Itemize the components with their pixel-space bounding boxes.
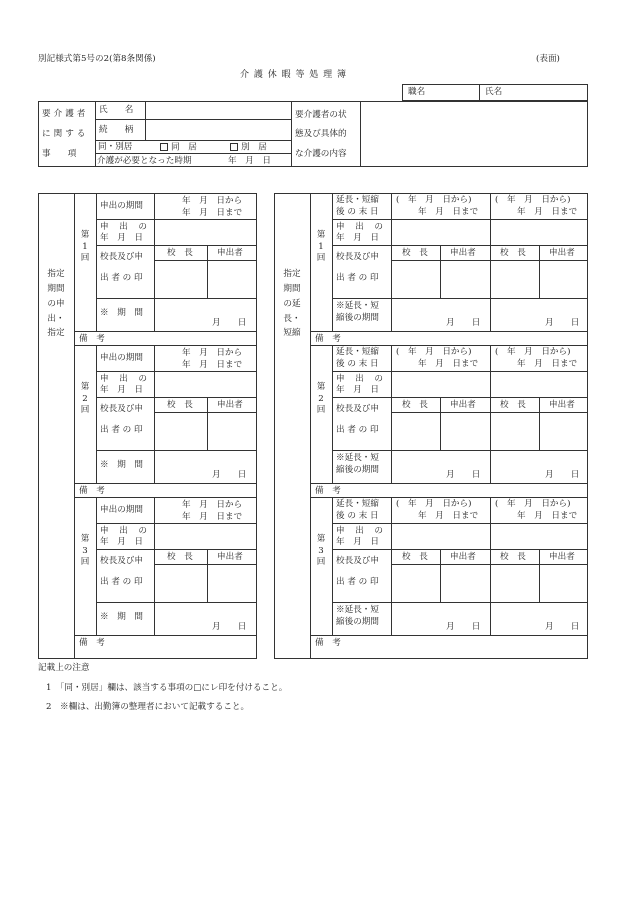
left-row-line [96, 371, 257, 372]
right-stamp-subline [391, 260, 588, 261]
care-group-label-1: 要介護者 [42, 109, 89, 119]
left-round-label-char: 第 [80, 230, 90, 240]
right-filing-label-2: 年 月 日 [336, 537, 379, 547]
right-row-line [332, 602, 588, 603]
left-principal-label: 校 長 [167, 400, 193, 410]
care-state-label-2: 態及び具体的 [295, 129, 347, 139]
left-remarks-line [74, 331, 257, 332]
right-round-label-char: 第 [316, 230, 326, 240]
right-stamp-divider-2 [539, 397, 540, 450]
left-round-label [76, 231, 94, 263]
left-round-label-char: 2 [82, 393, 88, 404]
name-label: 氏名 [485, 87, 503, 97]
right-md-label-2: 月 日 [545, 622, 580, 632]
left-md-label: 月 日 [212, 622, 247, 632]
left-stamp-subline [154, 260, 257, 261]
right-col-divider [490, 345, 491, 483]
left-round-label [76, 383, 94, 415]
right-block-separator [310, 345, 588, 346]
right-end-label-2: 後 の 末 日 [336, 207, 379, 217]
right-round-label [312, 383, 330, 415]
left-stamp-divider [207, 245, 208, 298]
left-round-label-char: 1 [82, 241, 88, 252]
page-title: 介 護 休 暇 等 処 理 簿 [240, 70, 348, 80]
right-label-divider [391, 345, 392, 483]
care-name-label: 氏 名 [99, 105, 134, 115]
right-filing-label-1: 申 出 の [336, 374, 384, 384]
left-round-divider [96, 193, 97, 331]
right-md-label-1: 月 日 [446, 470, 481, 480]
care-need-time-label: 介護が必要となった時期 [97, 156, 192, 166]
right-stamp-label-1: 校長及び申 [336, 404, 379, 414]
left-period-to: 年 月 日まで [182, 512, 243, 522]
right-col1-from: ( 年 月 日から) [396, 499, 472, 509]
right-stamp-divider-1 [440, 245, 441, 298]
right-col-divider [490, 193, 491, 331]
left-md-label: 月 日 [212, 318, 247, 328]
care-inner-divider [145, 101, 146, 140]
left-label-divider [154, 345, 155, 483]
right-end-label-1: 延長・短縮 [336, 499, 379, 509]
left-round-label-char: 回 [80, 253, 90, 264]
care-state-label-3: な介護の内容 [295, 149, 347, 159]
right-col1-to: 年 月 日まで [418, 511, 479, 521]
left-period-from: 年 月 日から [182, 196, 243, 206]
right-remarks-label: 備 考 [315, 638, 341, 648]
right-after-label-1: ※延長・短 [336, 453, 379, 463]
right-after-label-2: 縮後の期間 [336, 465, 379, 475]
right-principal-label-2: 校 長 [500, 248, 526, 258]
right-stamp-divider-2 [539, 549, 540, 602]
right-round-label-char: 回 [316, 557, 326, 568]
right-col1-from: ( 年 月 日から) [396, 347, 472, 357]
right-md-label-1: 月 日 [446, 622, 481, 632]
right-label-divider [391, 497, 392, 635]
notes-item-1: 1 「同・別居」欄は、該当する事項の□にレ印を付けること。 [46, 683, 288, 693]
care-need-time-format: 年 月 日 [228, 156, 271, 166]
left-period-to: 年 月 日まで [182, 208, 243, 218]
post-name-divider [479, 84, 480, 101]
right-applicant-label-1: 申出者 [450, 552, 476, 562]
right-principal-label-1: 校 長 [402, 400, 428, 410]
left-block-separator [74, 497, 257, 498]
right-col1-to: 年 月 日まで [418, 207, 479, 217]
form-label: 別記様式第5号の2(第8条関係) [38, 54, 156, 64]
right-remarks-label: 備 考 [315, 486, 341, 496]
right-col2-to: 年 月 日まで [517, 207, 578, 217]
right-after-label-2: 縮後の期間 [336, 617, 379, 627]
left-row-line [96, 549, 257, 550]
left-stamp-label-1: 校長及び申 [100, 404, 143, 414]
right-col1-from: ( 年 月 日から) [396, 195, 472, 205]
right-end-label-1: 延長・短縮 [336, 347, 379, 357]
care-row-divider-3 [95, 153, 291, 154]
right-stamp-divider-2 [539, 245, 540, 298]
left-applicant-label: 申出者 [217, 552, 243, 562]
right-side-label-1: 指定 [283, 269, 301, 279]
right-after-label-1: ※延長・短 [336, 301, 379, 311]
care-col-divider-1 [95, 101, 96, 167]
right-stamp-subline [391, 412, 588, 413]
right-round-label-char: 1 [318, 241, 324, 252]
left-side-label-2: 期間 [47, 283, 65, 294]
right-round-label-char: 第 [316, 534, 326, 544]
right-applicant-label-1: 申出者 [450, 248, 476, 258]
right-col-divider [490, 497, 491, 635]
right-round-label-char: 回 [316, 253, 326, 264]
right-row-line [332, 371, 588, 372]
cohabit-label: 同・別居 [98, 142, 133, 152]
right-col1-to: 年 月 日まで [418, 359, 479, 369]
left-table [38, 193, 257, 659]
right-remarks-line [310, 331, 588, 332]
left-stamp-label-1: 校長及び申 [100, 252, 143, 262]
notes-item-2: 2 ※欄は、出勤簿の整理者において記載すること。 [46, 702, 250, 712]
right-stamp-label-1: 校長及び申 [336, 252, 379, 262]
right-side-label-5: 短縮 [283, 328, 301, 339]
left-md-label: 月 日 [212, 470, 247, 480]
right-col2-from: ( 年 月 日から) [495, 347, 571, 357]
right-col2-to: 年 月 日まで [517, 511, 578, 521]
left-round-divider [96, 497, 97, 635]
right-stamp-divider-1 [440, 549, 441, 602]
right-md-label-1: 月 日 [446, 318, 481, 328]
right-stamp-subline [391, 564, 588, 565]
right-stamp-label-2: 出 者 の 印 [336, 273, 379, 283]
left-side-label [42, 270, 70, 338]
checkbox-icon[interactable] [160, 143, 168, 151]
left-stamp-label-2: 出 者 の 印 [100, 425, 143, 435]
left-stamp-subline [154, 412, 257, 413]
left-filing-label-2: 年 月 日 [100, 233, 143, 243]
right-round-divider [332, 345, 333, 483]
left-label-divider [154, 497, 155, 635]
left-side-divider [74, 193, 75, 659]
left-side-label-1: 指定 [47, 269, 65, 279]
left-stamp-subline [154, 564, 257, 565]
right-row-line [332, 549, 588, 550]
right-filing-label-2: 年 月 日 [336, 385, 379, 395]
right-side-label-2: 期間 [283, 283, 301, 294]
right-round-divider [332, 497, 333, 635]
cohabit-option-same-label: 同 居 [171, 142, 197, 153]
right-applicant-label-2: 申出者 [549, 552, 575, 562]
left-filing-label-1: 申 出 の [100, 374, 148, 384]
post-label: 職名 [408, 87, 426, 97]
left-round-label-char: 第 [80, 534, 90, 544]
care-relation-label: 続 柄 [99, 125, 134, 135]
left-row-line [96, 397, 257, 398]
left-side-label-3: の申 [47, 298, 65, 309]
right-row-line [332, 245, 588, 246]
right-md-label-2: 月 日 [545, 470, 580, 480]
right-remarks-label: 備 考 [315, 334, 341, 344]
care-col-divider-2 [291, 101, 292, 167]
right-stamp-label-2: 出 者 の 印 [336, 425, 379, 435]
left-remarks-line [74, 483, 257, 484]
left-period-from: 年 月 日から [182, 348, 243, 358]
right-applicant-label-1: 申出者 [450, 400, 476, 410]
left-row-line [96, 219, 257, 220]
left-stamp-divider [207, 549, 208, 602]
left-remarks-label: 備 考 [79, 334, 105, 344]
right-round-label-char: 2 [318, 393, 324, 404]
right-applicant-label-2: 申出者 [549, 400, 575, 410]
left-remarks-label: 備 考 [79, 486, 105, 496]
left-filing-label-2: 年 月 日 [100, 537, 143, 547]
left-row-line [96, 450, 257, 451]
right-row-line [332, 298, 588, 299]
left-principal-label: 校 長 [167, 248, 193, 258]
cohabit-option-separate[interactable] [230, 143, 267, 152]
left-filing-label-2: 年 月 日 [100, 385, 143, 395]
left-row-line [96, 523, 257, 524]
left-applicant-label: 申出者 [217, 400, 243, 410]
left-side-label-5: 指定 [47, 328, 65, 339]
right-side-label [278, 270, 306, 338]
right-label-divider [391, 193, 392, 331]
left-period-label: 申出の期間 [100, 505, 143, 515]
right-round-label-char: 3 [318, 545, 324, 556]
left-period2-label: ※ 期 間 [100, 460, 143, 470]
left-filing-label-1: 申 出 の [100, 526, 148, 536]
left-round-label [76, 535, 94, 567]
right-principal-label-1: 校 長 [402, 552, 428, 562]
left-filing-label-1: 申 出 の [100, 222, 148, 232]
right-end-label-2: 後 の 末 日 [336, 359, 379, 369]
right-filing-label-1: 申 出 の [336, 526, 384, 536]
right-row-line [332, 397, 588, 398]
right-md-label-2: 月 日 [545, 318, 580, 328]
right-side-label-3: の延 [283, 298, 301, 309]
right-round-label-char: 第 [316, 382, 326, 392]
checkbox-icon[interactable] [230, 143, 238, 151]
care-group-label-2: に関する [42, 129, 89, 139]
right-stamp-label-2: 出 者 の 印 [336, 577, 379, 587]
left-applicant-label: 申出者 [217, 248, 243, 258]
right-after-label-2: 縮後の期間 [336, 313, 379, 323]
right-col2-from: ( 年 月 日から) [495, 195, 571, 205]
right-block-separator [310, 497, 588, 498]
left-row-line [96, 298, 257, 299]
right-round-label [312, 231, 330, 263]
left-remarks-line [74, 635, 257, 636]
care-state-label-1: 要介護者の状 [295, 110, 347, 120]
right-principal-label-2: 校 長 [500, 400, 526, 410]
left-side-label-4: 出・ [47, 313, 65, 324]
left-round-label-char: 回 [80, 405, 90, 416]
left-stamp-label-2: 出 者 の 印 [100, 577, 143, 587]
right-applicant-label-2: 申出者 [549, 248, 575, 258]
left-round-label-char: 回 [80, 557, 90, 568]
right-row-line [332, 450, 588, 451]
side-label: (表面) [536, 54, 560, 64]
care-row-divider-2 [95, 140, 291, 141]
right-row-line [332, 219, 588, 220]
left-stamp-divider [207, 397, 208, 450]
care-col-divider-3 [360, 101, 361, 167]
cohabit-option-separate-label: 別 居 [241, 142, 267, 153]
right-principal-label-2: 校 長 [500, 552, 526, 562]
right-end-label-2: 後 の 末 日 [336, 511, 379, 521]
right-remarks-line [310, 483, 588, 484]
left-period-label: 申出の期間 [100, 201, 143, 211]
right-stamp-divider-1 [440, 397, 441, 450]
left-remarks-label: 備 考 [79, 638, 105, 648]
left-round-label-char: 第 [80, 382, 90, 392]
left-row-line [96, 245, 257, 246]
left-row-line [96, 602, 257, 603]
right-after-label-1: ※延長・短 [336, 605, 379, 615]
left-stamp-label-1: 校長及び申 [100, 556, 143, 566]
left-round-divider [96, 345, 97, 483]
left-principal-label: 校 長 [167, 552, 193, 562]
right-side-divider [310, 193, 311, 659]
care-row-divider-1 [95, 119, 291, 120]
right-stamp-label-1: 校長及び申 [336, 556, 379, 566]
left-period2-label: ※ 期 間 [100, 308, 143, 318]
right-round-label-char: 回 [316, 405, 326, 416]
right-side-label-4: 長・ [283, 313, 301, 324]
left-period-label: 申出の期間 [100, 353, 143, 363]
left-stamp-label-2: 出 者 の 印 [100, 273, 143, 283]
left-round-label-char: 3 [82, 545, 88, 556]
right-filing-label-2: 年 月 日 [336, 233, 379, 243]
right-end-label-1: 延長・短縮 [336, 195, 379, 205]
right-round-label [312, 535, 330, 567]
left-period2-label: ※ 期 間 [100, 612, 143, 622]
right-col2-from: ( 年 月 日から) [495, 499, 571, 509]
right-row-line [332, 523, 588, 524]
left-period-to: 年 月 日まで [182, 360, 243, 370]
right-round-divider [332, 193, 333, 331]
cohabit-option-same[interactable] [160, 143, 197, 152]
left-block-separator [74, 345, 257, 346]
right-remarks-line [310, 635, 588, 636]
right-col2-to: 年 月 日まで [517, 359, 578, 369]
right-principal-label-1: 校 長 [402, 248, 428, 258]
left-label-divider [154, 193, 155, 331]
notes-heading: 記載上の注意 [38, 663, 90, 673]
left-period-from: 年 月 日から [182, 500, 243, 510]
care-group-label-3: 事 項 [42, 149, 77, 159]
right-filing-label-1: 申 出 の [336, 222, 384, 232]
